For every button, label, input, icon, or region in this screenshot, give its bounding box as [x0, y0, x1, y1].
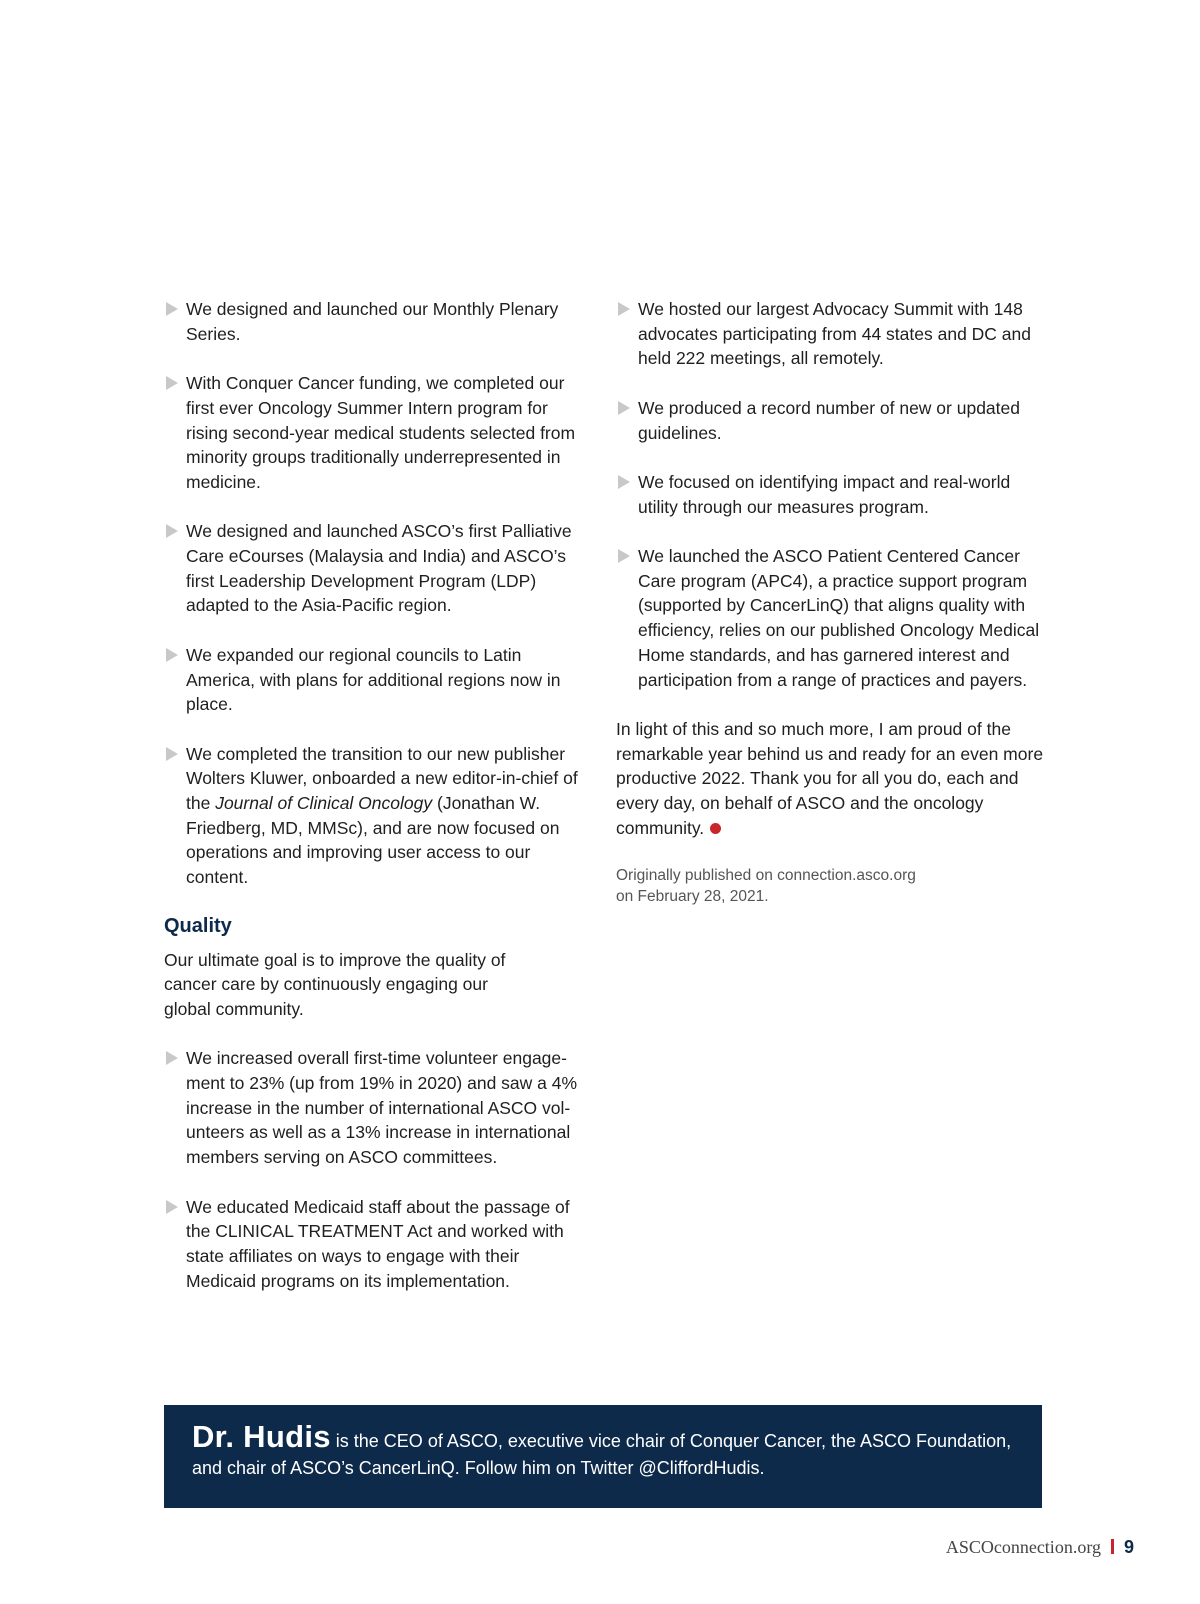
bullet-text-part: (Jonathan W. Friedberg, MD, MMSc), and are now focused on operations and improving user access to our content.	[186, 793, 560, 888]
list-item	[164, 519, 592, 618]
page-footer	[946, 1537, 1134, 1558]
list-item	[616, 297, 1046, 371]
triangle-bullet-icon	[166, 302, 178, 316]
bullet-text: We increased overall first-time volunteer engagement to 23% (up from 19% in 2020) and saw a 4% increase in the number of international ASCO volunteers as well as a 13% increase in international members serving on ASCO committees.	[186, 1048, 578, 1168]
closing-paragraph	[616, 717, 1046, 841]
bullet-list-bottom	[164, 1046, 592, 1293]
section-heading-quality: Quality	[164, 914, 232, 937]
bullet-text: We designed and launched our Monthly Plenary Series.	[186, 299, 559, 344]
source-note	[616, 865, 946, 907]
list-item	[616, 544, 1046, 692]
closing-text: In light of this and so much more, I am proud of the remarkable year behind us and ready for an even more productive 2022. Thank you for all you do, each and every day, on behalf of ASCO and the oncology community.	[616, 718, 1044, 838]
bullet-text: We expanded our regional councils to Latin America, with plans for additional regions now in place.	[186, 644, 561, 715]
source-date: on February 28, 2021.	[616, 888, 769, 906]
triangle-bullet-icon	[618, 302, 630, 316]
triangle-bullet-icon	[166, 648, 178, 662]
bullet-list-top	[164, 297, 592, 890]
triangle-bullet-icon	[166, 1051, 178, 1065]
triangle-bullet-icon	[166, 747, 178, 761]
list-item	[164, 643, 592, 717]
page-number: 9	[1123, 1537, 1134, 1557]
author-bio-text: is the CEO of ASCO, executive vice chair of Conquer Cancer, the ASCO Foundation, and chair of ASCO’s CancerLinQ. Follow him on Twitter @CliffordHudis.	[192, 1431, 1012, 1478]
journal-title: Journal of Clinical Oncology	[215, 793, 433, 813]
bullet-text: We launched the ASCO Patient Centered Cancer Care program (APC4), a practice support program (supported by CancerLinQ) that aligns quality with efficiency, relies on our published Oncology Medical Home standards, and has garnered interest and participation from a range of practices and payers.	[638, 545, 1040, 690]
source-line: Originally published on connection.asco.org	[616, 867, 916, 885]
bullet-text: We focused on identifying impact and real-world utility through our measures program.	[638, 471, 1011, 517]
triangle-bullet-icon	[618, 475, 630, 489]
right-column	[616, 297, 1046, 907]
bullet-text-part: We completed the transition to our new publisher Wolters Kluwer, onboarded a new editor-in-chief of the	[186, 743, 578, 813]
end-mark-dot-icon	[710, 823, 721, 834]
bullet-text: We hosted our largest Advocacy Summit with 148 advocates participating from 44 states and DC and held 222 meetings, all remotely.	[638, 299, 1031, 369]
triangle-bullet-icon	[166, 376, 178, 390]
triangle-bullet-icon	[618, 401, 630, 415]
bullet-text: We educated Medicaid staff about the passage of the CLINICAL TREATMENT Act and worked with state affiliates on ways to engage with their Medicaid programs on its implementation.	[186, 1196, 570, 1291]
footer-separator	[1111, 1539, 1114, 1554]
bullet-text: With Conquer Cancer funding, we completed our first ever Oncology Summer Intern program for rising second-year medical students selected from minority groups traditionally underrepresented in medicine.	[186, 373, 576, 492]
list-item	[164, 371, 592, 495]
triangle-bullet-icon	[618, 549, 630, 563]
list-item-publisher	[164, 742, 592, 890]
bullet-text: We designed and launched ASCO’s first Palliative Care eCourses (Malaysia and India) and ASCO’s first Leadership Development Program (LDP) adapted to the Asia-Pacific region.	[186, 521, 572, 616]
list-item	[164, 297, 592, 346]
list-item	[164, 1046, 592, 1170]
list-item	[616, 470, 1046, 519]
list-item	[164, 1195, 592, 1294]
bullet-text: We produced a record number of new or updated guidelines.	[638, 397, 1020, 443]
footer-site: ASCOconnection.org	[945, 1537, 1101, 1557]
author-bio-box	[164, 1405, 1042, 1508]
bullet-list-right	[616, 297, 1046, 692]
author-bio	[192, 1419, 1016, 1482]
list-item	[616, 396, 1046, 445]
section-intro: Our ultimate goal is to improve the quality of cancer care by continuously engaging our global community.	[164, 949, 506, 1019]
triangle-bullet-icon	[166, 1200, 178, 1214]
left-column	[164, 297, 592, 1318]
triangle-bullet-icon	[166, 524, 178, 538]
author-name: Dr. Hudis	[192, 1419, 331, 1454]
